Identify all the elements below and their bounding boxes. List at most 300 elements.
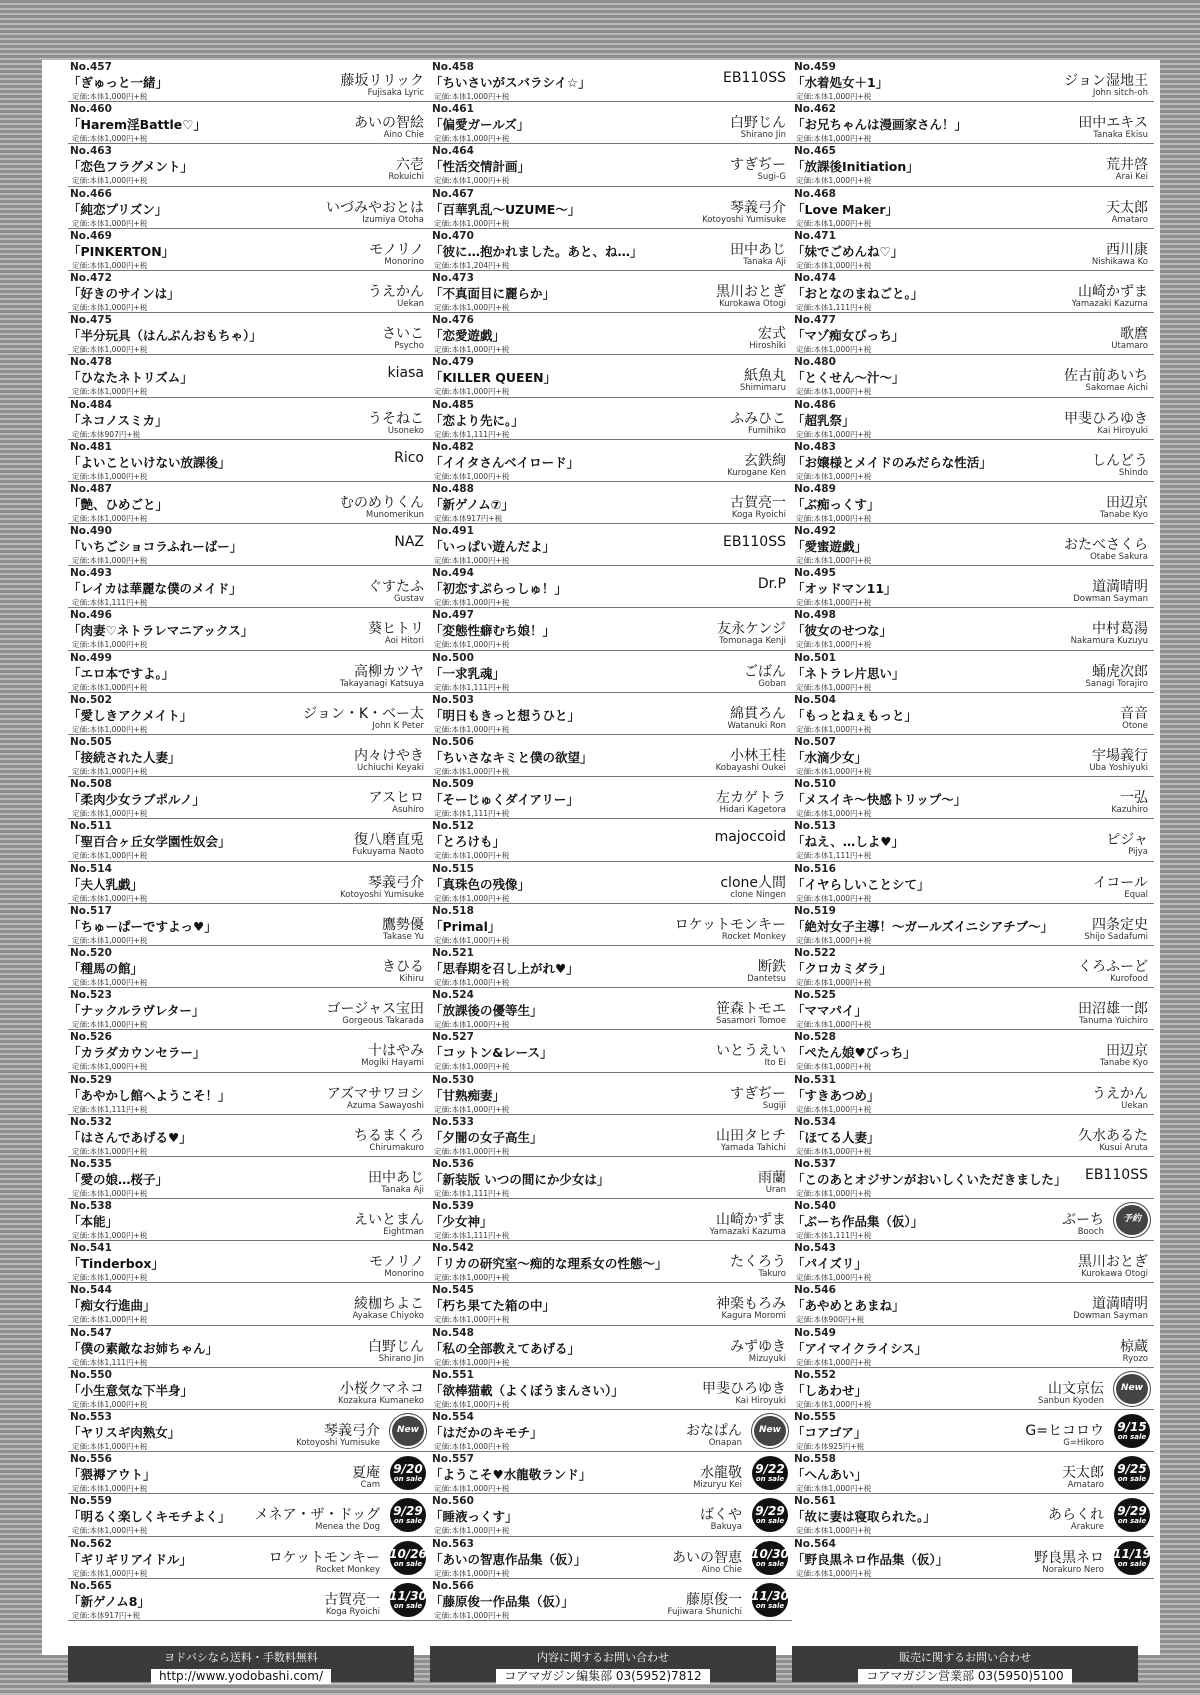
book-price: 定価:本体1,000円+税: [434, 935, 510, 945]
book-title: 「一求乳魂」: [430, 665, 506, 681]
book-title: 「不真面目に麗らか」: [430, 285, 556, 301]
book-author: 葵ヒトリ: [368, 621, 424, 638]
book-price: 定価:本体1,000円+税: [434, 1020, 510, 1030]
book-title: 「好きのサインは」: [68, 285, 180, 301]
book-entry: [68, 988, 430, 1030]
book-entry: [430, 1115, 792, 1157]
book-price: 定価:本体1,000円+税: [796, 893, 872, 903]
book-number: No.478: [70, 356, 112, 369]
book-number: No.486: [794, 398, 836, 411]
book-author-romaji: Asuhiro: [392, 805, 424, 816]
book-author: モノリノ: [369, 1254, 424, 1271]
book-author-romaji: Uba Yoshiyuki: [1089, 763, 1148, 773]
badge-label: 11/19: [1113, 1546, 1151, 1561]
book-entry: [68, 313, 430, 355]
book-title: 「ぺたん娘♥びっち」: [792, 1045, 916, 1061]
book-price: 定価:本体1,000円+税: [434, 471, 510, 481]
book-price: 定価:本体1,000円+税: [796, 1104, 872, 1114]
book-author-romaji: Azuma Sawayoshi: [346, 1100, 424, 1111]
book-author-romaji: Eightman: [383, 1227, 424, 1238]
book-author: 復八磨直兎: [354, 832, 424, 849]
book-price: 定価:本体1,111円+税: [434, 682, 510, 692]
book-number: No.555: [794, 1411, 836, 1423]
book-entry: [68, 144, 430, 186]
book-entry: [68, 524, 430, 566]
book-entry: [430, 1368, 792, 1410]
book-price: 定価:本体1,000円+税: [796, 1526, 872, 1536]
book-author-romaji: Kai Hiroyuki: [1097, 425, 1148, 436]
book-title: 「明るく楽しくキモチよく」: [68, 1509, 231, 1525]
book-entry: [68, 862, 430, 904]
book-number: No.512: [432, 820, 474, 833]
book-price: 定価:本体1,000円+税: [796, 1273, 872, 1283]
book-price: 定価:本体1,000円+税: [434, 1610, 510, 1620]
book-price: 定価:本体1,000円+税: [72, 134, 148, 144]
book-price: 定価:本体1,000円+税: [796, 429, 872, 439]
book-entry: [68, 398, 430, 440]
book-number: No.485: [432, 398, 474, 411]
book-author: 小林王桂: [730, 748, 786, 764]
book-price: 定価:本体1,000円+税: [434, 1104, 510, 1114]
book-title: 「ネコノスミカ」: [68, 412, 168, 428]
book-price: 定価:本体1,000円+税: [796, 1399, 872, 1409]
book-title: 「愛しきアクメイト」: [68, 707, 193, 723]
book-author-romaji: Kihiru: [399, 973, 424, 984]
book-author: くろふーど: [1078, 958, 1148, 975]
book-author-romaji: Gustav: [394, 594, 424, 605]
book-number: No.566: [432, 1579, 474, 1592]
book-author-romaji: Koga Ryoichi: [731, 509, 786, 520]
book-author-romaji: Amataro: [1111, 214, 1148, 225]
book-number: No.494: [432, 567, 474, 580]
footer-sales-inquiry: [792, 1646, 1138, 1682]
book-entry: [430, 946, 792, 988]
book-title: 「猥褥アウト」: [68, 1467, 156, 1483]
book-title: 「新装版 いつの間にか少女は」: [430, 1171, 610, 1187]
book-entry: [430, 398, 792, 440]
book-author-romaji: Otabe Sakura: [1090, 552, 1148, 563]
release-date-badge: [390, 1498, 426, 1532]
book-author: ピジャ: [1106, 832, 1148, 849]
book-price: 定価:本体1,000円+税: [796, 556, 872, 566]
book-entry: [430, 1410, 792, 1452]
book-author: 山田タヒチ: [716, 1127, 786, 1144]
book-title: 「夫人乳戯」: [68, 876, 144, 892]
book-title: 「リカの研究室〜痴的な理系女の性態〜」: [430, 1256, 668, 1272]
book-author: うえかん: [1092, 1085, 1148, 1102]
book-entry: [792, 988, 1154, 1030]
book-author: majoccoid: [714, 829, 786, 846]
column-right: [792, 60, 1154, 1644]
footer-phone: コアマガジン編集部 03(5952)7812: [496, 1669, 709, 1684]
badge-label: 9/22: [755, 1462, 785, 1477]
book-title: 「お兄ちゃんは漫画家さん！」: [792, 117, 968, 133]
book-author: ふみひこ: [730, 410, 786, 427]
book-title: 「KILLER QUEEN」: [430, 370, 557, 386]
book-price: 定価:本体1,000円+税: [796, 682, 872, 692]
book-author-romaji: Mogiki Hayami: [361, 1058, 424, 1069]
book-title: 「真珠色の残像」: [430, 876, 531, 892]
book-title: 「柔肉少女ラブポルノ」: [68, 792, 206, 808]
book-author: 道満晴明: [1092, 579, 1148, 596]
book-number: No.550: [70, 1368, 112, 1381]
book-number: No.562: [70, 1537, 112, 1550]
book-author-romaji: Kobayashi Oukei: [715, 763, 786, 773]
book-number: No.487: [70, 482, 112, 495]
book-author-romaji: Hidari Kagetora: [719, 805, 786, 816]
book-author: うえかん: [368, 283, 424, 300]
book-entry: [792, 482, 1154, 524]
book-author-romaji: Fujisaka Lyric: [367, 88, 424, 98]
book-author: ちるまくろ: [354, 1127, 424, 1144]
book-title: 「接続された人妻」: [68, 750, 181, 765]
book-number: No.535: [70, 1157, 112, 1170]
book-title: 「肉妻♡ネトラレマニアックス」: [68, 623, 254, 639]
badge-label: New: [397, 1425, 419, 1435]
book-author-romaji: Kotoyoshi Yumisuke: [702, 214, 786, 225]
book-number: No.506: [432, 736, 474, 748]
book-number: No.488: [432, 482, 474, 495]
book-entry: [68, 904, 430, 946]
book-number: No.467: [432, 187, 474, 200]
book-entry: [792, 1241, 1154, 1283]
book-title: 「初恋すぷらっしゅ！」: [430, 581, 567, 597]
book-author-romaji: Hiroshiki: [749, 341, 786, 352]
book-title: 「放課後Initiation」: [792, 159, 919, 175]
book-title: 「おとなのまねごと。」: [792, 285, 924, 301]
book-price: 定価:本体1,000円+税: [434, 1484, 510, 1494]
book-entry: [68, 482, 430, 524]
release-date-badge: [390, 1541, 426, 1575]
book-author: おたべさくら: [1064, 537, 1148, 554]
book-author: きひる: [382, 958, 424, 975]
book-number: No.490: [70, 525, 112, 538]
book-price: 定価:本体1,000円+税: [434, 345, 510, 355]
book-number: No.476: [432, 314, 474, 327]
book-entry: [430, 862, 792, 904]
book-entry: [68, 735, 430, 777]
book-author-romaji: Tanabe Kyo: [1099, 509, 1148, 520]
book-number: No.556: [70, 1453, 112, 1466]
badge-label: 9/15: [1117, 1420, 1147, 1434]
book-title: 「ママパイ」: [792, 1003, 867, 1019]
book-price: 定価:本体1,000円+税: [796, 92, 872, 101]
book-author: 荒井啓: [1106, 157, 1148, 174]
footer-content-inquiry: [430, 1646, 776, 1682]
book-author-romaji: Watanuki Ron: [727, 720, 786, 731]
book-author: 歌麿: [1120, 326, 1148, 343]
book-author: あいの智恵: [672, 1549, 742, 1566]
book-number: No.464: [432, 145, 474, 158]
book-entry: [68, 608, 430, 650]
book-title: 「へんあい」: [792, 1467, 868, 1483]
book-price: 定価:本体1,000円+税: [434, 1568, 510, 1578]
book-entry: [792, 608, 1154, 650]
book-list-grid: [42, 60, 1160, 1644]
book-entry: [792, 229, 1154, 271]
book-entry: [430, 608, 792, 650]
book-author: 山崎かずま: [1078, 283, 1148, 300]
book-author: 天太郎: [1062, 1465, 1104, 1482]
badge-label: New: [1121, 1382, 1143, 1393]
release-date-badge: [1114, 1414, 1150, 1448]
book-title: 「ナックルラヴレター」: [68, 1003, 205, 1019]
book-title: 「水着処女＋1」: [792, 75, 889, 90]
book-author: 友永ケンジ: [717, 621, 786, 638]
book-author-romaji: Kusui Aruta: [1099, 1142, 1148, 1153]
book-entry: [68, 946, 430, 988]
book-author-romaji: Kotoyoshi Yumisuke: [340, 889, 424, 900]
book-author: 藤原俊一: [686, 1591, 742, 1608]
book-title: 「よいこといけない放課後」: [68, 454, 231, 470]
book-title: 「超乳祭」: [792, 412, 855, 428]
footer-url-link[interactable]: http://www.yodobashi.com/: [151, 1669, 331, 1684]
book-author: 古賀亮一: [324, 1591, 380, 1608]
book-author: EB110SS: [1085, 1166, 1148, 1183]
book-number: No.542: [432, 1242, 474, 1255]
book-title: 「Tinderbox」: [68, 1256, 164, 1272]
book-entry: [792, 1410, 1154, 1452]
book-title: 「ぶ痴っくす」: [792, 496, 880, 512]
column-left: [68, 60, 430, 1644]
book-entry: [792, 187, 1154, 229]
book-entry: [792, 777, 1154, 819]
book-title: 「明日もきっと想うひと」: [430, 707, 581, 723]
book-author: ぶーち: [1062, 1212, 1104, 1229]
book-price: 定価:本体925円+税: [796, 1442, 865, 1451]
book-author-romaji: Kozakura Kumaneko: [338, 1395, 424, 1406]
book-title: 「ひなたネトリズム」: [68, 370, 193, 386]
new-badge: [1114, 1372, 1150, 1406]
book-entry: [68, 1283, 430, 1325]
book-price: 定価:本体1,000円+税: [434, 1062, 510, 1072]
book-author: 田中あじ: [730, 241, 786, 258]
book-entry: [68, 819, 430, 861]
book-title: 「お嬢様とメイドのみだらな性活」: [792, 454, 992, 470]
book-number: No.483: [794, 440, 836, 453]
book-author: 黒川おとぎ: [1078, 1254, 1148, 1271]
book-title: 「レイカは華麗な僕のメイド」: [68, 581, 242, 597]
book-author-romaji: Tanuma Yuichiro: [1079, 1016, 1148, 1027]
book-author: 断鉄: [758, 958, 786, 975]
book-entry: [792, 102, 1154, 144]
book-entry: [792, 651, 1154, 693]
book-number: No.513: [794, 820, 836, 833]
book-author-romaji: Shirano Jin: [378, 1353, 424, 1364]
book-author-romaji: Takayanagi Katsuya: [339, 678, 424, 689]
book-number: No.525: [794, 989, 836, 1002]
book-number: No.472: [70, 271, 112, 284]
book-title: 「甘熟痴妻」: [430, 1087, 506, 1103]
book-author-romaji: Tanaka Aji: [381, 1184, 424, 1195]
book-title: 「愛蜜遊戯」: [792, 539, 868, 555]
book-price: 定価:本体907円+税: [72, 429, 141, 439]
book-title: 「純恋プリズン」: [68, 201, 168, 217]
badge-sublabel: on sale: [755, 1517, 785, 1526]
book-author-romaji: Sanbun Kyoden: [1037, 1395, 1104, 1406]
new-badge: [752, 1414, 788, 1448]
book-author: 笹森トモエ: [716, 1001, 786, 1018]
book-author: ごばん: [744, 663, 786, 680]
book-entry: [792, 355, 1154, 397]
book-author: 古賀亮一: [730, 494, 786, 511]
book-price: 定価:本体1,000円+税: [796, 640, 872, 650]
book-number: No.461: [432, 103, 474, 116]
book-number: No.511: [70, 820, 112, 833]
book-author-romaji: Goban: [758, 678, 786, 689]
book-title: 「故に妻は寝取られた。」: [792, 1509, 936, 1525]
book-number: No.491: [432, 525, 474, 538]
book-number: No.547: [70, 1326, 112, 1339]
book-entry: [430, 60, 792, 102]
book-author: 西川康: [1106, 241, 1148, 258]
book-title: 「マゾ痴女びっち」: [792, 328, 905, 344]
book-author-romaji: Uran: [765, 1184, 786, 1195]
book-author: kiasa: [387, 365, 424, 382]
book-entry: [68, 271, 430, 313]
book-title: 「恋より先に。」: [430, 412, 524, 428]
book-author-romaji: Mizuyuki: [748, 1353, 786, 1364]
book-entry: [792, 735, 1154, 777]
book-title: 「睡液っくす」: [430, 1509, 518, 1525]
book-number: No.477: [794, 314, 836, 327]
book-price: 定価:本体1,000円+税: [72, 893, 148, 903]
book-number: No.540: [794, 1200, 836, 1213]
book-price: 定価:本体1,000円+税: [72, 767, 148, 776]
book-price: 定価:本体1,000円+税: [434, 851, 510, 861]
book-entry: [430, 904, 792, 946]
book-price: 定価:本体1,000円+税: [72, 1399, 148, 1409]
book-number: No.473: [432, 271, 474, 284]
book-entry: [792, 1030, 1154, 1072]
book-price: 定価:本体1,000円+税: [796, 1020, 872, 1030]
book-author: 雨蘭: [758, 1169, 786, 1186]
book-author-romaji: Yamada Tahichi: [720, 1142, 786, 1153]
book-title: 「パイズリ」: [792, 1256, 867, 1272]
badge-label: 9/25: [1117, 1462, 1147, 1477]
book-entry: [430, 271, 792, 313]
badge-sublabel: on sale: [393, 1475, 423, 1484]
book-price: 定価:本体1,000円+税: [72, 935, 148, 945]
book-author-romaji: John sitch-oh: [1092, 88, 1148, 98]
contact-footer: [42, 1646, 1160, 1686]
book-author: 山文京伝: [1048, 1380, 1104, 1397]
book-price: 定価:本体1,000円+税: [72, 1568, 148, 1578]
book-number: No.465: [794, 145, 836, 158]
book-title: 「Primal」: [430, 918, 501, 934]
book-price: 定価:本体1,000円+税: [796, 260, 872, 270]
book-entry: [792, 1283, 1154, 1325]
book-price: 定価:本体1,000円+税: [434, 387, 510, 397]
book-entry: [792, 271, 1154, 313]
book-price: 定価:本体1,000円+税: [796, 1484, 872, 1494]
book-price: 定価:本体1,111円+税: [434, 429, 510, 439]
book-title: 「エロ本ですよ。」: [68, 665, 175, 681]
book-price: 定価:本体1,000円+税: [796, 1062, 872, 1072]
book-author: ジョン湿地王: [1064, 73, 1148, 89]
book-price: 定価:本体1,000円+税: [72, 513, 148, 523]
book-author: 小桜クマネコ: [340, 1380, 424, 1397]
book-author: 水龍敬: [700, 1465, 742, 1482]
book-author-romaji: Fujiwara Shunichi: [667, 1606, 742, 1617]
book-number: No.554: [432, 1411, 474, 1423]
book-price: 定価:本体1,111円+税: [434, 1231, 510, 1241]
book-price: 定価:本体1,000円+税: [796, 345, 872, 355]
book-author-romaji: Arakure: [1070, 1522, 1104, 1533]
book-price: 定価:本体1,000円+税: [434, 1357, 510, 1367]
book-price: 定価:本体1,000円+税: [72, 1526, 148, 1536]
book-author: 田辺京: [1106, 494, 1148, 511]
book-author-romaji: Nakamura Kuzuyu: [1070, 636, 1148, 647]
book-number: No.463: [70, 145, 112, 158]
book-price: 定価:本体1,111円+税: [72, 598, 148, 608]
book-author: 綾枷ちよこ: [354, 1296, 424, 1313]
book-entry: [68, 1410, 430, 1452]
book-number: No.509: [432, 778, 474, 791]
book-author: 天太郎: [1106, 199, 1148, 216]
book-author-romaji: Ito Ei: [764, 1058, 786, 1069]
book-entry: [430, 566, 792, 608]
badge-sublabel: on sale: [1117, 1433, 1147, 1441]
book-price: 定価:本体1,000円+税: [796, 1146, 872, 1156]
book-title: 「ヤリスギ肉熟女」: [68, 1425, 181, 1440]
book-author: 六壱: [396, 157, 424, 174]
badge-label: New: [759, 1425, 781, 1435]
release-date-badge: [1114, 1498, 1150, 1532]
book-author-romaji: Sanagi Torajiro: [1085, 678, 1148, 689]
book-entry: [430, 144, 792, 186]
book-price: 定価:本体1,000円+税: [72, 977, 148, 987]
book-price: 定価:本体1,111円+税: [796, 851, 872, 861]
book-number: No.545: [432, 1284, 474, 1297]
book-price: 定価:本体1,000円+税: [72, 640, 148, 650]
book-number: No.508: [70, 778, 112, 791]
book-author-romaji: Kotoyoshi Yumisuke: [296, 1438, 380, 1448]
book-author-romaji: Rocket Monkey: [721, 931, 786, 942]
book-title: 「聖百合ヶ丘女学園性奴会」: [68, 834, 231, 850]
book-author: Dr.P: [757, 576, 786, 593]
book-title: 「新ゲノム⑦」: [430, 496, 514, 512]
book-title: 「ネトラレ片思い」: [792, 665, 905, 681]
book-title: 「夕闇の女子高生」: [430, 1129, 543, 1145]
book-price: 定価:本体1,000円+税: [796, 134, 872, 144]
book-price: 定価:本体1,000円+税: [434, 598, 510, 608]
book-author: 神楽もろみ: [716, 1296, 786, 1313]
book-number: No.541: [70, 1242, 112, 1255]
book-number: No.471: [794, 229, 836, 242]
book-price: 定価:本体1,000円+税: [72, 1442, 148, 1451]
badge-sublabel: on sale: [755, 1559, 785, 1568]
book-title: 「PINKERTON」: [68, 243, 175, 259]
book-author-romaji: Tanaka Ekisu: [1093, 130, 1148, 141]
badge-sublabel: on sale: [393, 1559, 423, 1568]
book-author-romaji: Rokuichi: [388, 172, 424, 183]
book-number: No.539: [432, 1200, 474, 1213]
book-price: 定価:本体1,000円+税: [434, 724, 510, 734]
book-author-romaji: Rocket Monkey: [315, 1564, 380, 1575]
book-entry: [68, 229, 430, 271]
book-number: No.551: [432, 1368, 474, 1381]
book-price: 定価:本体1,000円+税: [434, 640, 510, 650]
book-price: 定価:本体1,000円+税: [434, 1315, 510, 1325]
book-title: 「Harem淫Battle♡」: [68, 117, 206, 133]
book-author: 宏式: [758, 326, 786, 343]
book-number: No.495: [794, 567, 836, 580]
book-number: No.507: [794, 736, 836, 748]
badge-sublabel: on sale: [393, 1601, 423, 1610]
book-author-romaji: Munomerikun: [365, 509, 424, 520]
book-number: No.462: [794, 103, 836, 116]
